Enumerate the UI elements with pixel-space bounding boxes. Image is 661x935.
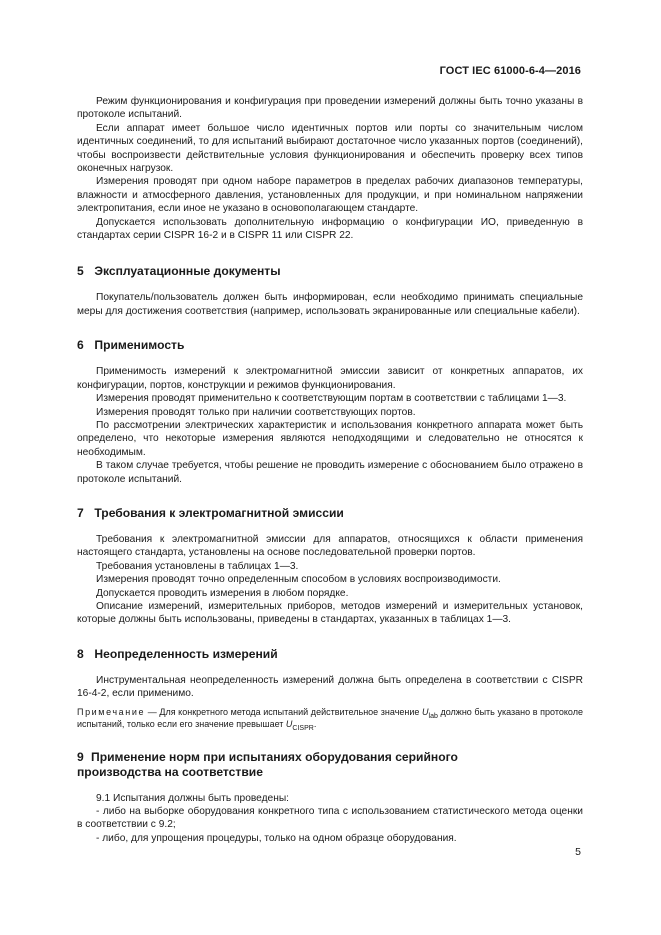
section-8-note (77, 706, 583, 730)
intro-paragraph-1: Режим функционирования и конфигурация при проведении измерений должны быть точно указаны в протоколе испытаний. (77, 96, 583, 121)
section-9-title-line-2: производства на соответствие (77, 764, 263, 779)
page-number: 5 (575, 846, 581, 858)
section-9-paragraph-2: - либо на выборке оборудования конкретного типа с использованием статистического метода оценки в соответствии с 9.2; (77, 806, 583, 831)
section-7-paragraph-5: Описание измерений, измерительных приборов, методов измерений и измерительных установок, которые должны быть использованы, приведены в стандартах, указанных в таблицах 1—3. (77, 600, 583, 626)
section-5-title: Эксплуатационные документы (94, 264, 281, 279)
section-6-paragraph-2: Измерения проводят применительно к соответствующим портам в соответствии с таблицами 1—3. (96, 393, 567, 405)
section-8-title: Неопределенность измерений (94, 646, 278, 661)
section-8-paragraph-1: Инструментальная неопределенность измерений должна быть определена в соответствии с CISPR 16-4-2, если применимо. (77, 674, 583, 700)
section-7-paragraph-4: Допускается проводить измерения в любом порядке. (96, 587, 349, 599)
section-8-number: 8 (77, 646, 84, 661)
section-6-paragraph-3: Измерения проводят только при наличии соответствующих портов. (96, 406, 416, 418)
section-5-heading (77, 264, 583, 279)
u-cispr-symbol: U (285, 718, 293, 729)
section-9-number: 9 (77, 749, 84, 764)
section-6-number: 6 (77, 338, 84, 353)
section-9-title-line-1: Применение норм при испытаниях оборудования серийного (91, 749, 458, 764)
section-6-heading (77, 338, 583, 353)
intro-paragraph-3: Измерения проводят при одном наборе параметров в пределах рабочих диапазонов температуры, влажности и атмосферного давления, установленных для продукции, и при номинальном напряжении электропитания, если иное не указано в основополагающем стандарте. (77, 176, 583, 215)
section-7-number: 7 (77, 505, 84, 520)
section-8-heading (77, 647, 583, 662)
intro-paragraph-4: Допускается использовать дополнительную информацию о конфигурации ИО, приведенную в стандартах серии CISPR 16-2 и в CISPR 11 или CISPR 22. (77, 216, 583, 242)
section-7-title: Требования к электромагнитной эмиссии (94, 505, 344, 520)
u-cispr-subscript: CISPR (292, 724, 314, 732)
section-5-paragraph-1: Покупатель/пользователь должен быть информирован, если необходимо принимать специальные меры для достижения соответствия (например, использовать экранированные или специальные кабели). (77, 292, 583, 317)
u-lab-subscript: lab (428, 712, 438, 720)
section-6-paragraph-5: В таком случае требуется, чтобы решение не проводить измерение с обоснованием было отражено в протоколе испытаний. (77, 460, 583, 485)
section-7-paragraph-1: Требования к электромагнитной эмиссии для аппаратов, относящихся к области применения настоящего стандарта, установлены на основе последовательной проверки портов. (77, 533, 583, 559)
section-7-paragraph-3: Измерения проводят точно определенным способом в условиях воспроизводимости. (96, 574, 501, 586)
section-9-paragraph-3: - либо, для упрощения процедуры, только на одном образце оборудования. (96, 832, 457, 844)
section-6-paragraph-1: Применимость измерений к электромагнитной эмиссии зависит от конкретных аппаратов, их конфигурации, портов, конструкции и режимов функционирования. (77, 366, 583, 391)
standard-header: ГОСТ IEC 61000-6-4—2016 (439, 65, 581, 77)
section-6-title: Применимость (94, 338, 185, 353)
note-end: . (313, 718, 317, 729)
note-label: Примечание (77, 706, 146, 717)
section-7-paragraph-2: Требования установлены в таблицах 1—3. (96, 560, 299, 572)
intro-paragraph-2: Если аппарат имеет большое число идентичных портов или порты со значительным числом идентичных соединений, то для испытаний выбирают достаточное число указанных портов (соединений), чтобы воспроизвести действительные условия функционирования и обеспечить проверку всех типов оконечных нагрузок. (77, 122, 583, 175)
section-7-heading (77, 506, 583, 521)
u-lab-symbol: U (422, 706, 429, 717)
page-content (77, 95, 583, 845)
section-5-number: 5 (77, 264, 84, 279)
note-text-part-2: должно быть указано в протоколе испытаний, только если его значение превышает (77, 706, 583, 729)
note-text-part-1: — Для конкретного метода испытаний действительное значение (145, 706, 423, 717)
section-9-heading (77, 750, 583, 780)
section-9-paragraph-1: 9.1 Испытания должны быть проведены: (96, 792, 289, 804)
section-6-paragraph-4: По рассмотрении электрических характеристик и использования конкретного аппарата может быть определено, что некоторые измерения являются неподходящими и следовательно не относятся к необходимым. (77, 419, 583, 458)
